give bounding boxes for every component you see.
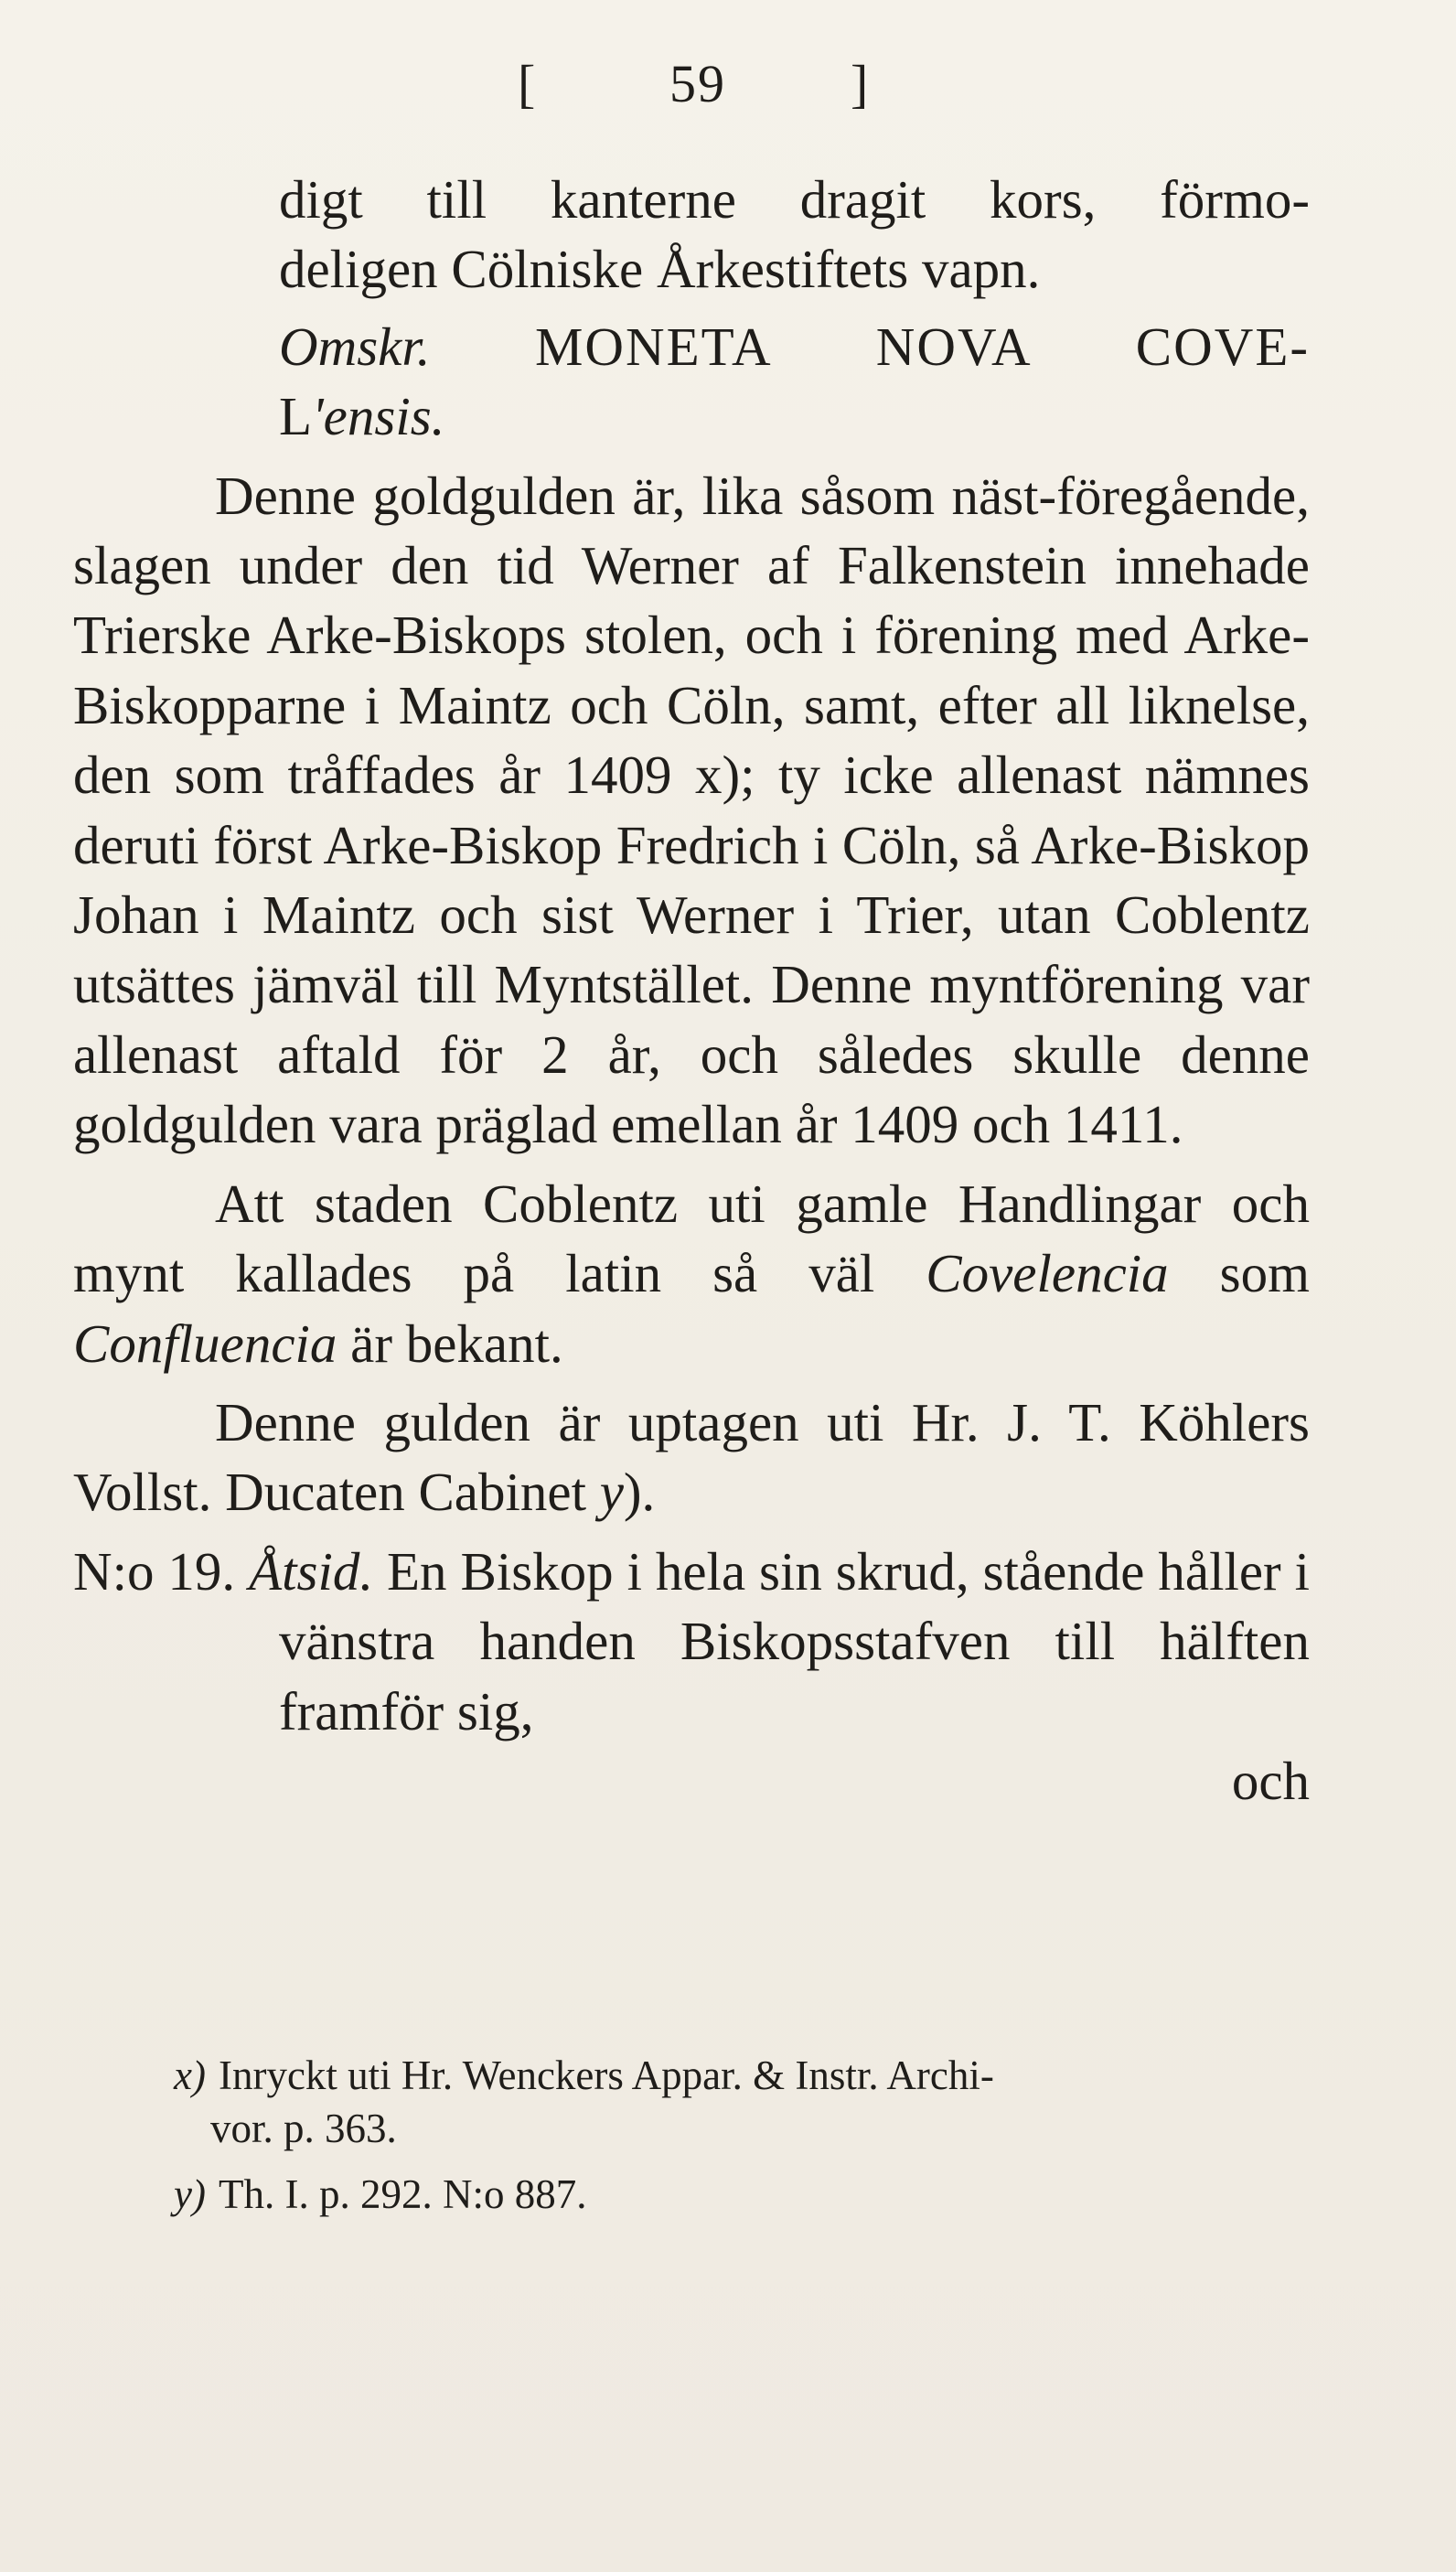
- right-bracket: ]: [851, 54, 871, 113]
- coblentz-latin-1: Covelencia: [926, 1243, 1169, 1304]
- coblentz-latin-2: Confluencia: [73, 1313, 337, 1374]
- footnote-x-mark: x): [174, 2052, 206, 2098]
- entry-description: En Biskop i hela sin skrud, stående håller i vänstra handen Biskopsstafven till hälften framför sig,: [279, 1540, 1310, 1741]
- paragraph-kohler: [73, 1388, 1310, 1527]
- entry-no-19: [73, 1537, 1310, 1746]
- paragraph-coblentz: [73, 1169, 1310, 1378]
- paragraph-goldgulden: Denne goldgulden är, lika såsom näst-föregående, slagen under den tid Werner af Falkenstein innehade Trierske Arke-Biskops stolen, och i förening med Arke-Biskopparne i Maintz och Cöln, samt, efter all liknelse, den som tråffades år 1409 x); ty icke allenast nämnes deruti först Arke-Biskop Fredrich i Cöln, så Arke-Biskop Johan i Maintz och sist Werner i Trier, utan Coblentz utsättes jämväl till Myntstället. Denne myntförening var allenast aftald för 2 år, och således skulle denne goldgulden vara präglad emellan år 1409 och 1411.: [73, 465, 1310, 1155]
- inscription-cont-letter: L: [279, 386, 313, 447]
- continuation-line-1: digt till kanterne dragit kors, förmo-: [279, 169, 1310, 230]
- footnote-y-line-1: Th. I. p. 292. N:o 887.: [218, 2171, 587, 2217]
- entry-number: N:o 19.: [73, 1540, 236, 1602]
- continuation-line-2: deligen Cölniske Årkestiftets vapn.: [279, 239, 1041, 300]
- inscription-label: Omskr.: [279, 316, 431, 377]
- footnote-y: [174, 2168, 1308, 2221]
- catchword: och: [1231, 1750, 1310, 1811]
- entry-side-label: Åtsid.: [249, 1540, 374, 1602]
- footnote-x-line-1: Inryckt uti Hr. Wenckers Appar. & Instr. Archi-: [218, 2052, 994, 2098]
- paragraph-continuation-end: [73, 234, 1310, 304]
- footnote-x-line-2: vor. p. 363.: [210, 2106, 397, 2151]
- body-text: [73, 165, 1310, 1816]
- footnotes: [174, 2049, 1308, 2234]
- coblentz-text-a: Att staden Coblentz uti gamle Handlingar och mynt kallades på latin så väl: [73, 1173, 1310, 1304]
- inscription-caps: MONETA NOVA COVE-: [534, 316, 1311, 377]
- footnote-y-mark: y): [174, 2171, 206, 2217]
- left-bracket: [: [518, 54, 538, 113]
- footnote-x: [174, 2049, 1308, 2155]
- kohler-end: ).: [623, 1462, 656, 1523]
- inscription-line: [73, 312, 1310, 381]
- page-number: 59: [669, 54, 726, 113]
- inscription-cont-ital: 'ensis.: [312, 386, 445, 447]
- paragraph-continuation: [73, 165, 1310, 234]
- kohler-note-mark: y: [599, 1462, 624, 1523]
- coblentz-text-c: är bekant.: [350, 1313, 563, 1374]
- inscription-line-2: [73, 381, 1310, 451]
- kohler-text: Denne gulden är uptagen uti Hr. J. T. Köhlers Vollst. Ducaten Cabinet: [73, 1391, 1310, 1523]
- coblentz-text-b: som: [1219, 1243, 1310, 1304]
